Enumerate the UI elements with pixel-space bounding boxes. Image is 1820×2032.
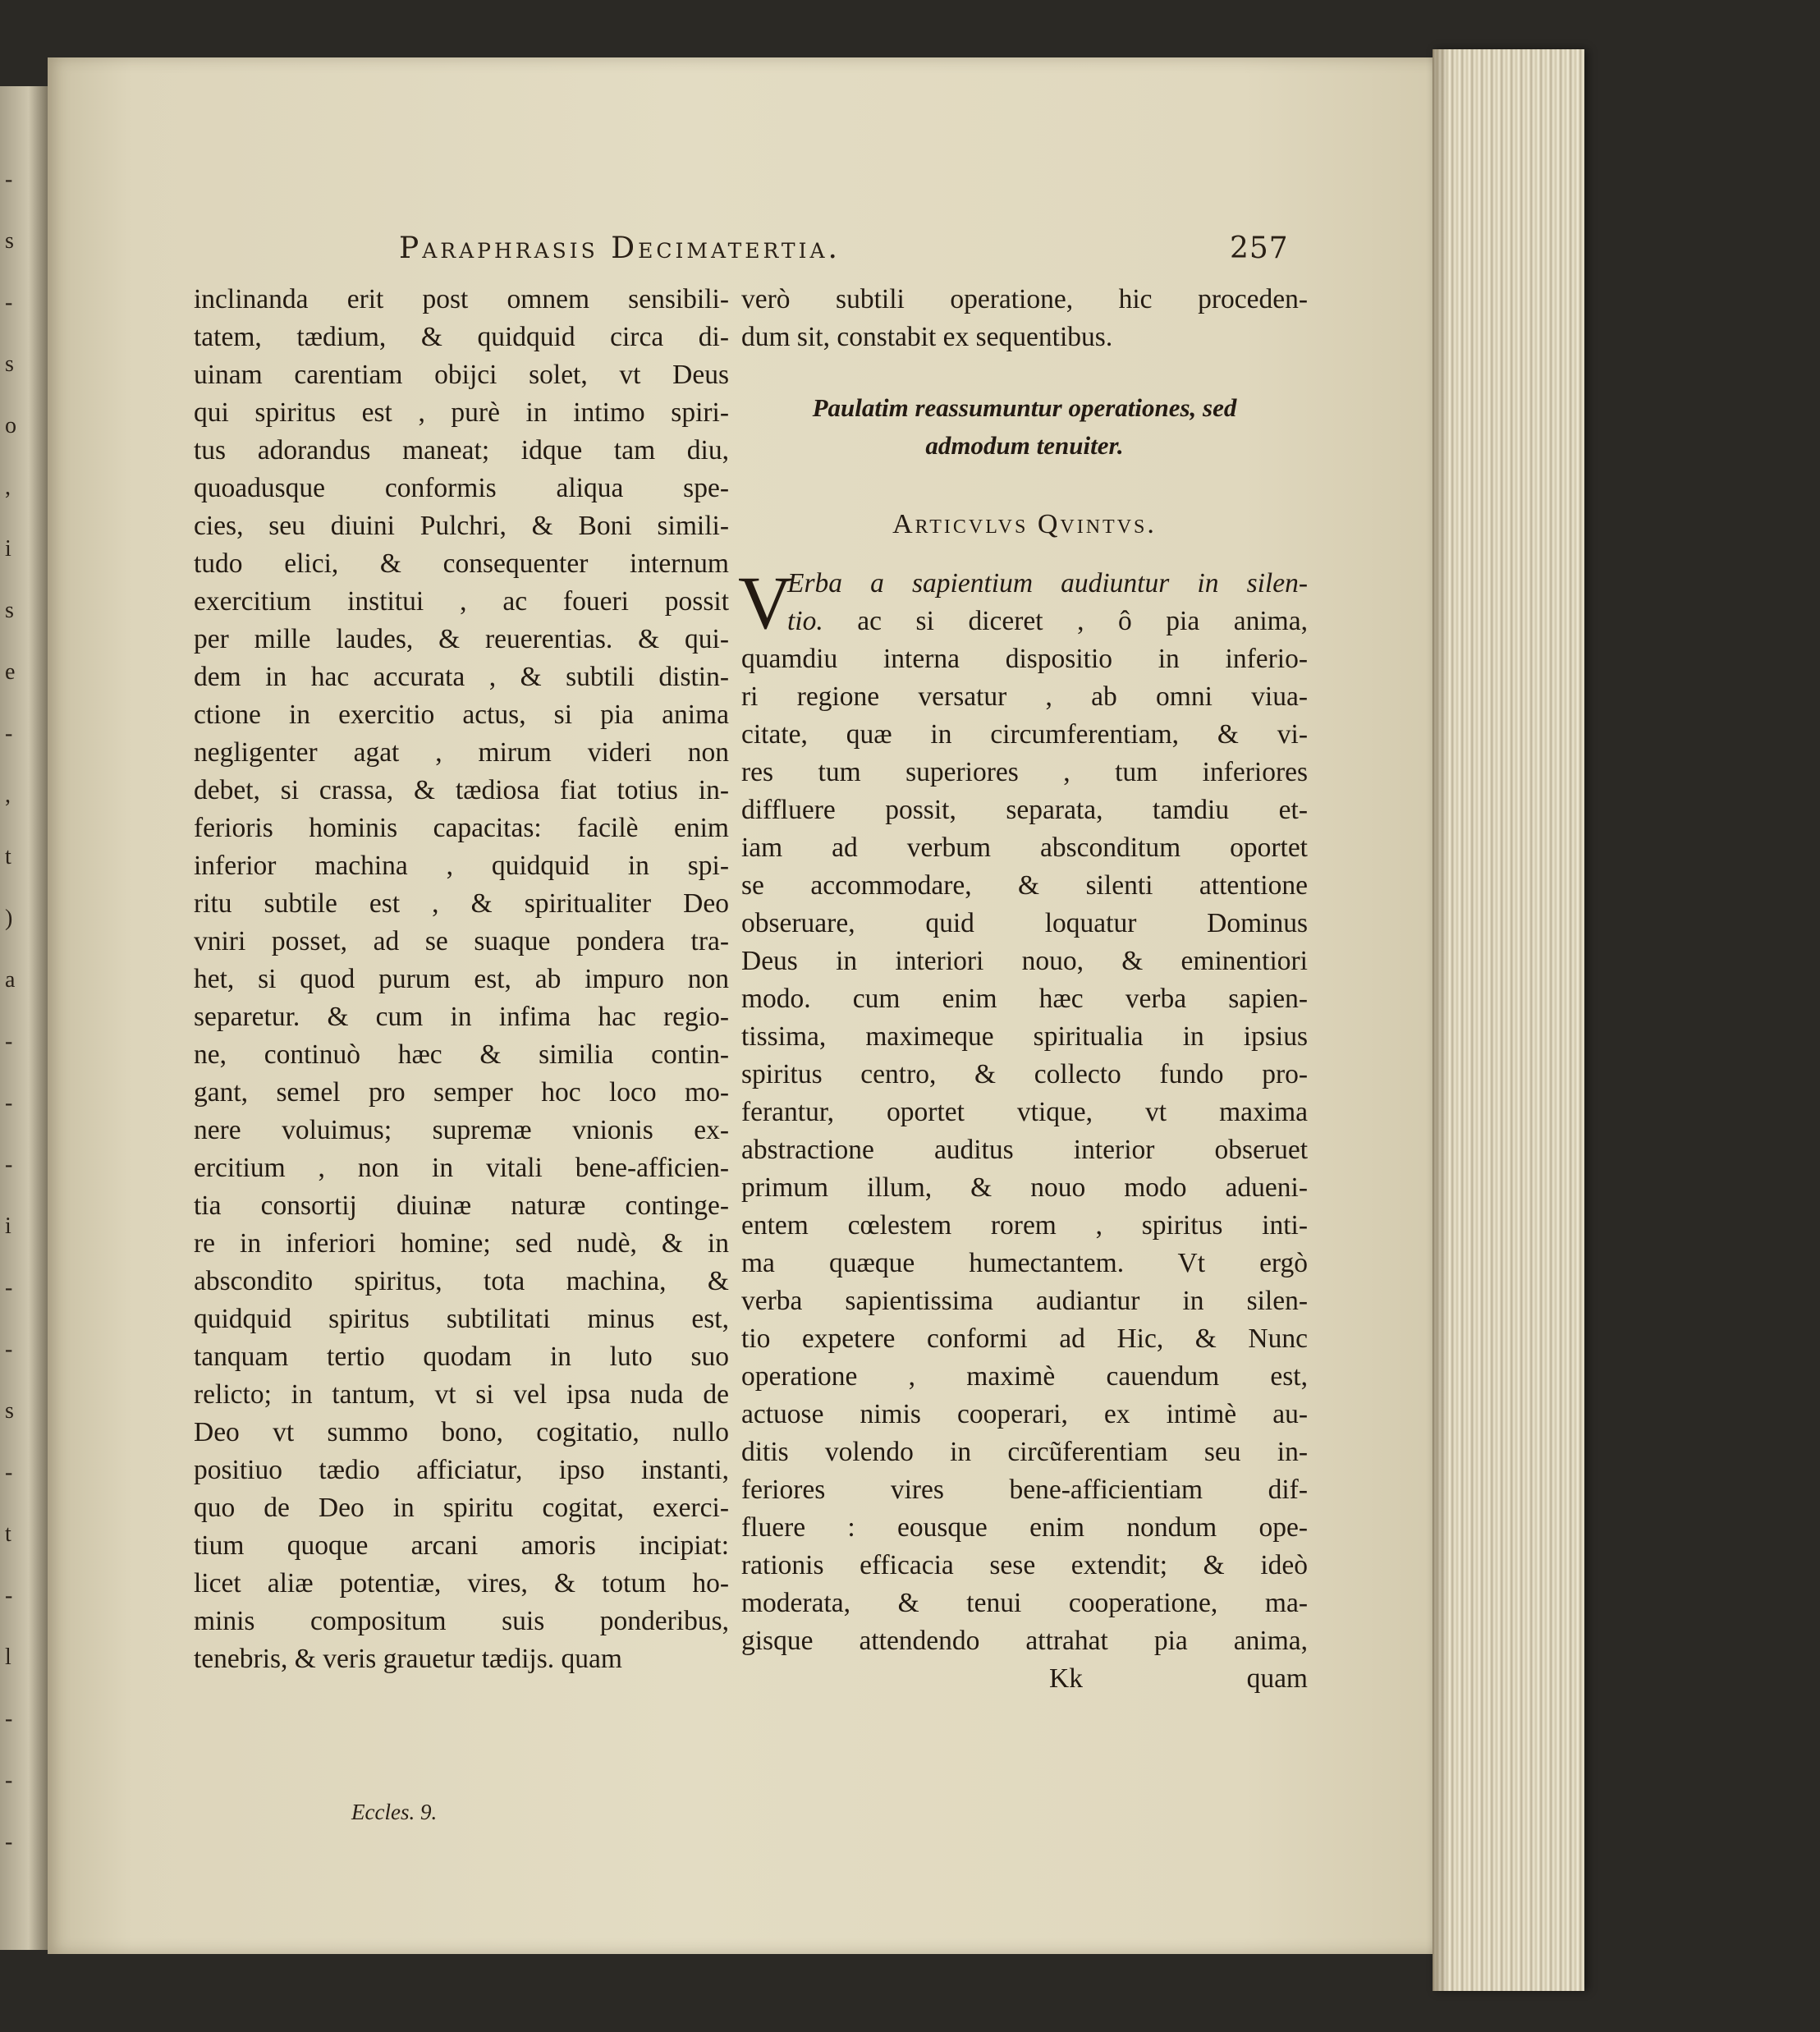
fragment-char: -: [5, 290, 13, 315]
text-line: ditis volendo in circũferentiam seu in-: [741, 1437, 1308, 1467]
text-line: nere voluimus; supremæ vnionis ex-: [194, 1115, 729, 1145]
fragment-char: e: [5, 659, 16, 685]
text-line: obseruare, quid loquatur Dominus: [741, 908, 1308, 938]
running-title: Paraphrasis Decimatertia.: [399, 232, 841, 265]
text-line: per mille laudes, & reuerentias. & qui-: [194, 624, 729, 654]
text-line: ri regione versatur , ab omni viua-: [741, 681, 1308, 712]
text-line: quidquid spiritus subtilitati minus est,: [194, 1304, 729, 1334]
section-summary: Paulatim reassumuntur operationes, sed: [812, 393, 1237, 422]
text-line: citate, quæ in circumferentiam, & vi-: [741, 719, 1308, 750]
right-text-column: [738, 281, 1308, 1698]
text-line: se accommodare, & silenti attentione: [741, 870, 1308, 901]
page-number: 257: [1230, 232, 1289, 265]
text-line: quamdiu interna dispositio in inferio-: [741, 644, 1308, 674]
fragment-char: l: [5, 1644, 11, 1670]
text-line: modo. cum enim hæc verba sapien-: [741, 984, 1308, 1014]
text-line: inferior machina , quidquid in spi-: [194, 851, 729, 881]
fragment-char: -: [5, 1829, 13, 1855]
text-line: exercitium institui , ac foueri possit: [194, 586, 729, 617]
text-line: tium quoque arcani amoris incipiat:: [194, 1530, 729, 1561]
fragment-char: -: [5, 1275, 13, 1300]
facing-page-edge: [0, 86, 48, 1950]
text-line: qui spiritus est , purè in intimo spiri-: [194, 397, 729, 428]
fragment-char: ): [5, 906, 13, 931]
text-line: tissima, maximeque spiritualia in ipsius: [741, 1021, 1308, 1052]
section-summary: admodum tenuiter.: [925, 431, 1124, 460]
text-line: tia consortij diuinæ naturæ continge-: [194, 1190, 729, 1221]
text-line: feriores vires bene-afficientiam dif-: [741, 1475, 1308, 1505]
text-line: cies, seu diuini Pulchri, & Boni simili-: [194, 511, 729, 541]
text-line: negligenter agat , mirum videri non: [194, 737, 729, 768]
text-run: ac si diceret , ô pia anima,: [823, 606, 1308, 636]
fragment-char: t: [5, 844, 11, 869]
text-line: re in inferiori homine; sed nudè, & in: [194, 1228, 729, 1259]
gutter-shadow: [1433, 49, 1449, 1991]
text-line: separetur. & cum in infima hac regio-: [194, 1002, 729, 1032]
book-page: [48, 57, 1451, 1954]
fragment-char: -: [5, 721, 13, 746]
text-line: quo de Deo in spiritu cogitat, exerci-: [194, 1493, 729, 1523]
text-line: ferantur, oportet vtique, vt maxima: [741, 1097, 1308, 1127]
text-line: vniri posset, ad se suaque pondera tra-: [194, 926, 729, 956]
text-line: ritu subtile est , & spiritualiter Deo: [194, 888, 729, 919]
text-line: tatem, tædium, & quidquid circa di-: [194, 322, 729, 352]
fragment-char: ,: [5, 782, 11, 808]
text-line: diffluere possit, separata, tamdiu et-: [741, 795, 1308, 825]
text-line: ercitium , non in vitali bene-afficien-: [194, 1153, 729, 1183]
signature-mark: Kk: [1049, 1663, 1083, 1694]
fragment-char: s: [5, 228, 14, 254]
fragment-char: -: [5, 1090, 13, 1116]
text-line: Deus in interiori nouo, & eminentiori: [741, 946, 1308, 976]
text-line: fluere : eousque enim nondum ope-: [741, 1512, 1308, 1543]
text-line: minis compositum suis ponderibus,: [194, 1606, 729, 1636]
paragraph-body: [741, 640, 1308, 1660]
text-line: debet, si crassa, & tædiosa fiat totius in-: [194, 775, 729, 805]
text-line: primum illum, & nouo modo adueni-: [741, 1172, 1308, 1203]
text-line: uinam carentiam obijci solet, vt Deus: [194, 360, 729, 390]
facing-page-fragments: [5, 86, 30, 1950]
quotation-text: Erba a sapientium audiuntur in silen-: [787, 568, 1308, 599]
text-line: gisque attendendo attrahat pia anima,: [741, 1626, 1308, 1656]
fragment-char: ,: [5, 475, 11, 500]
fragment-char: i: [5, 1213, 11, 1239]
text-line: iam ad verbum absconditum oportet: [741, 833, 1308, 863]
text-line: positiuo tædio afficiatur, ipso instanti,: [194, 1455, 729, 1485]
catch-line: [741, 1660, 1308, 1698]
text-line: ctione in exercitio actus, si pia anima: [194, 700, 729, 730]
text-line: entem cœlestem rorem , spiritus inti-: [741, 1210, 1308, 1241]
text-line: dem in hac accurata , & subtili distin-: [194, 662, 729, 692]
text-line: quoadusque conformis aliqua spe-: [194, 473, 729, 503]
text-line: ma quæque humectantem. Vt ergò: [741, 1248, 1308, 1278]
text-line: abscondito spiritus, tota machina, &: [194, 1266, 729, 1296]
text-line: actuose nimis cooperari, ex intimè au-: [741, 1399, 1308, 1429]
text-line: dum sit, constabit ex sequentibus.: [741, 322, 1113, 352]
fragment-char: o: [5, 413, 16, 438]
drop-cap: V: [738, 561, 793, 644]
fragment-char: -: [5, 1583, 13, 1608]
text-line: moderata, & tenui cooperatione, ma-: [741, 1588, 1308, 1618]
fragment-char: -: [5, 1029, 13, 1054]
text-line: relicto; in tantum, vt si vel ipsa nuda de: [194, 1379, 729, 1410]
fragment-char: -: [5, 1768, 13, 1793]
text-line: operatione , maximè cauendum est,: [741, 1361, 1308, 1392]
opening-paragraph: [738, 561, 1308, 644]
text-line: res tum superiores , tum inferiores: [741, 757, 1308, 787]
catchword: quam: [1246, 1663, 1308, 1694]
running-header: [48, 232, 1451, 273]
fragment-char: t: [5, 1521, 11, 1547]
text-line: het, si quod purum est, ab impuro non: [194, 964, 729, 994]
text-line: spiritus centro, & collecto fundo pro-: [741, 1059, 1308, 1089]
text-line: verò subtili operatione, hic proceden-: [741, 284, 1308, 314]
fragment-char: -: [5, 1152, 13, 1177]
quotation-text: tio.: [787, 606, 823, 636]
text-line: tus adorandus maneat; idque tam diu,: [194, 435, 729, 466]
text-line: gant, semel pro semper hoc loco mo-: [194, 1077, 729, 1108]
text-line: Deo vt summo bono, cogitatio, nullo: [194, 1417, 729, 1447]
page-block-edge: [1433, 49, 1584, 1991]
text-line: [741, 565, 1308, 603]
text-line: tanquam tertio quodam in luto suo: [194, 1342, 729, 1372]
text-line: inclinanda erit post omnem sensibili-: [194, 284, 729, 314]
text-line: tio expetere conformi ad Hic, & Nunc: [741, 1323, 1308, 1354]
margin-reference: Eccles. 9.: [351, 1800, 438, 1824]
fragment-char: s: [5, 351, 14, 377]
fragment-char: -: [5, 1337, 13, 1362]
text-line: ne, continuò hæc & similia contin-: [194, 1039, 729, 1070]
fragment-char: -: [5, 167, 13, 192]
text-line: licet aliæ potentiæ, vires, & totum ho-: [194, 1568, 729, 1599]
text-line: tudo elici, & consequenter internum: [194, 548, 729, 579]
left-text-column: [194, 281, 729, 1678]
fragment-char: -: [5, 1460, 13, 1485]
fragment-char: -: [5, 1706, 13, 1732]
text-line: abstractione auditus interior obseruet: [741, 1135, 1308, 1165]
fragment-char: s: [5, 598, 14, 623]
text-line: verba sapientissima audiantur in silen-: [741, 1286, 1308, 1316]
fragment-char: a: [5, 967, 16, 993]
text-line: tenebris, & veris grauetur tædijs. quam: [194, 1644, 622, 1674]
article-heading: Articvlvs Qvintvs.: [892, 509, 1157, 539]
text-line: ferioris hominis capacitas: facilè enim: [194, 813, 729, 843]
fragment-char: s: [5, 1398, 14, 1424]
text-line: rationis efficacia sese extendit; & ideò: [741, 1550, 1308, 1580]
fragment-char: i: [5, 536, 11, 562]
text-line: [741, 603, 1308, 640]
